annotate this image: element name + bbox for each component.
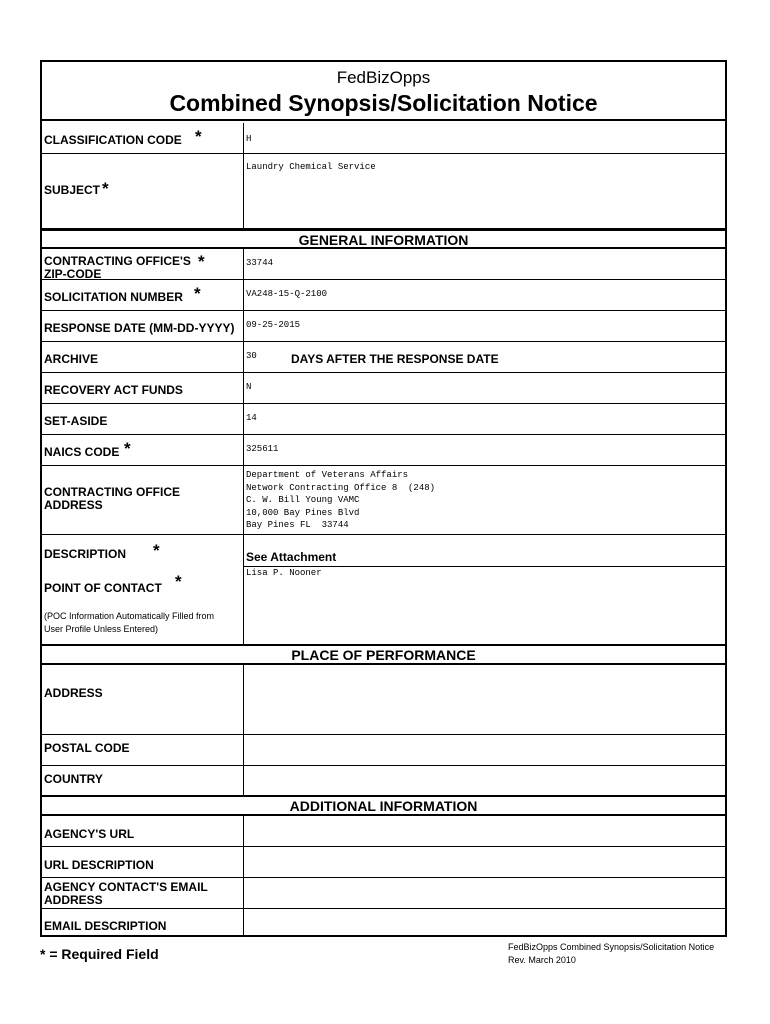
zip-code-value[interactable]: 33744 (246, 258, 274, 268)
site-name: FedBizOpps (336, 68, 431, 87)
required-asterisk: * (153, 541, 160, 560)
column-divider (243, 847, 244, 877)
column-divider (243, 909, 244, 935)
archive-label: ARCHIVE (44, 352, 99, 366)
subject-label: SUBJECT (44, 183, 101, 197)
archive-days-value[interactable]: 30 (246, 351, 257, 361)
url-description-label: URL DESCRIPTION (44, 858, 154, 872)
column-divider (243, 816, 244, 846)
agency-contact-email-label-line2: ADDRESS (44, 893, 103, 907)
office-address-label (44, 486, 180, 512)
point-of-contact-label: POINT OF CONTACT (44, 581, 162, 595)
row-performance-address (42, 665, 725, 735)
poc-note-line1: (POC Information Automatically Filled from (44, 611, 215, 621)
zip-code-label-line2: ZIP-CODE (44, 267, 102, 281)
naics-code-value[interactable]: 325611 (246, 444, 279, 454)
poc-note-line2: User Profile Unless Entered) (44, 624, 159, 634)
response-date-value[interactable]: 09-25-2015 (246, 320, 301, 330)
solicitation-form (40, 60, 727, 937)
postal-code-label: POSTAL CODE (44, 741, 130, 755)
section-place-of-performance: PLACE OF PERFORMANCE (42, 644, 725, 665)
row-subject (42, 154, 725, 229)
form-header (42, 62, 725, 121)
row-country (42, 766, 725, 795)
office-address-label-line1: CONTRACTING OFFICE (44, 485, 180, 499)
response-date-label: RESPONSE DATE (MM-DD-YYYY) (44, 321, 235, 335)
row-postal-code (42, 735, 725, 766)
set-aside-label: SET-ASIDE (44, 414, 108, 428)
column-divider (243, 435, 244, 465)
row-zip-code (42, 249, 725, 280)
row-solicitation-number (42, 280, 725, 311)
row-email-description (42, 909, 725, 935)
column-divider (243, 123, 244, 153)
zip-code-label-line1: CONTRACTING OFFICE'S (44, 254, 191, 268)
zip-code-label (44, 255, 191, 281)
form-name: FedBizOpps Combined Synopsis/Solicitation Notice (508, 942, 715, 952)
email-description-label: EMAIL DESCRIPTION (44, 919, 167, 933)
column-divider (243, 249, 244, 279)
row-response-date (42, 311, 725, 342)
recovery-act-value[interactable]: N (246, 382, 252, 392)
row-agency-url (42, 816, 725, 847)
recovery-act-label: RECOVERY ACT FUNDS (44, 383, 183, 397)
country-label: COUNTRY (44, 772, 103, 786)
classification-code-label: CLASSIFICATION CODE (44, 133, 182, 147)
column-divider (243, 878, 244, 908)
subject-value[interactable]: Laundry Chemical Service (246, 162, 376, 172)
column-divider (243, 766, 244, 795)
column-divider (243, 735, 244, 765)
solicitation-number-value[interactable]: VA248-15-Q-2100 (246, 289, 328, 299)
description-label: DESCRIPTION (44, 547, 127, 561)
point-of-contact-value[interactable]: Lisa P. Nooner (246, 568, 322, 578)
required-asterisk: * (198, 252, 205, 271)
row-set-aside (42, 404, 725, 435)
row-contracting-office-address (42, 466, 725, 535)
row-archive (42, 342, 725, 373)
agency-contact-email-label (44, 881, 208, 907)
column-divider (243, 311, 244, 341)
required-asterisk: * (194, 284, 201, 303)
poc-note (44, 610, 214, 636)
office-address-value[interactable]: Department of Veterans Affairs Network Contracting Office 8 (248) C. W. Bill Young VAMC 10,000 Bay Pines Blvd Bay Pines FL 33744 (246, 470, 436, 530)
solicitation-number-label: SOLICITATION NUMBER (44, 290, 183, 304)
required-asterisk: * (124, 439, 131, 458)
column-divider (243, 665, 244, 734)
column-divider (243, 154, 244, 228)
row-recovery-act-funds (42, 373, 725, 404)
column-divider (243, 466, 244, 534)
form-revision: Rev. March 2010 (508, 955, 576, 965)
required-field-note: * = Required Field (40, 946, 159, 962)
form-revision-note (508, 941, 714, 967)
agency-contact-email-label-line1: AGENCY CONTACT'S EMAIL (44, 880, 208, 894)
required-asterisk: * (102, 179, 109, 198)
column-divider (243, 535, 244, 644)
column-divider (243, 404, 244, 434)
section-general-information: GENERAL INFORMATION (42, 229, 725, 249)
required-asterisk: * (175, 572, 182, 591)
office-address-label-line2: ADDRESS (44, 498, 103, 512)
row-description-poc (42, 535, 725, 644)
section-additional-information: ADDITIONAL INFORMATION (42, 795, 725, 816)
classification-code-value[interactable]: H (246, 134, 252, 144)
column-divider (243, 280, 244, 310)
required-asterisk: * (195, 127, 202, 146)
performance-address-label: ADDRESS (44, 686, 103, 700)
row-naics-code (42, 435, 725, 466)
description-value[interactable]: See Attachment (246, 550, 337, 564)
row-classification-code (42, 123, 725, 154)
column-divider (243, 342, 244, 372)
set-aside-value[interactable]: 14 (246, 413, 257, 423)
row-agency-contact-email (42, 878, 725, 909)
form-title: Combined Synopsis/Solicitation Notice (169, 90, 598, 116)
archive-days-suffix: DAYS AFTER THE RESPONSE DATE (291, 352, 499, 366)
naics-code-label: NAICS CODE (44, 445, 120, 459)
column-divider (243, 373, 244, 403)
agency-url-label: AGENCY'S URL (44, 827, 135, 841)
row-url-description (42, 847, 725, 878)
